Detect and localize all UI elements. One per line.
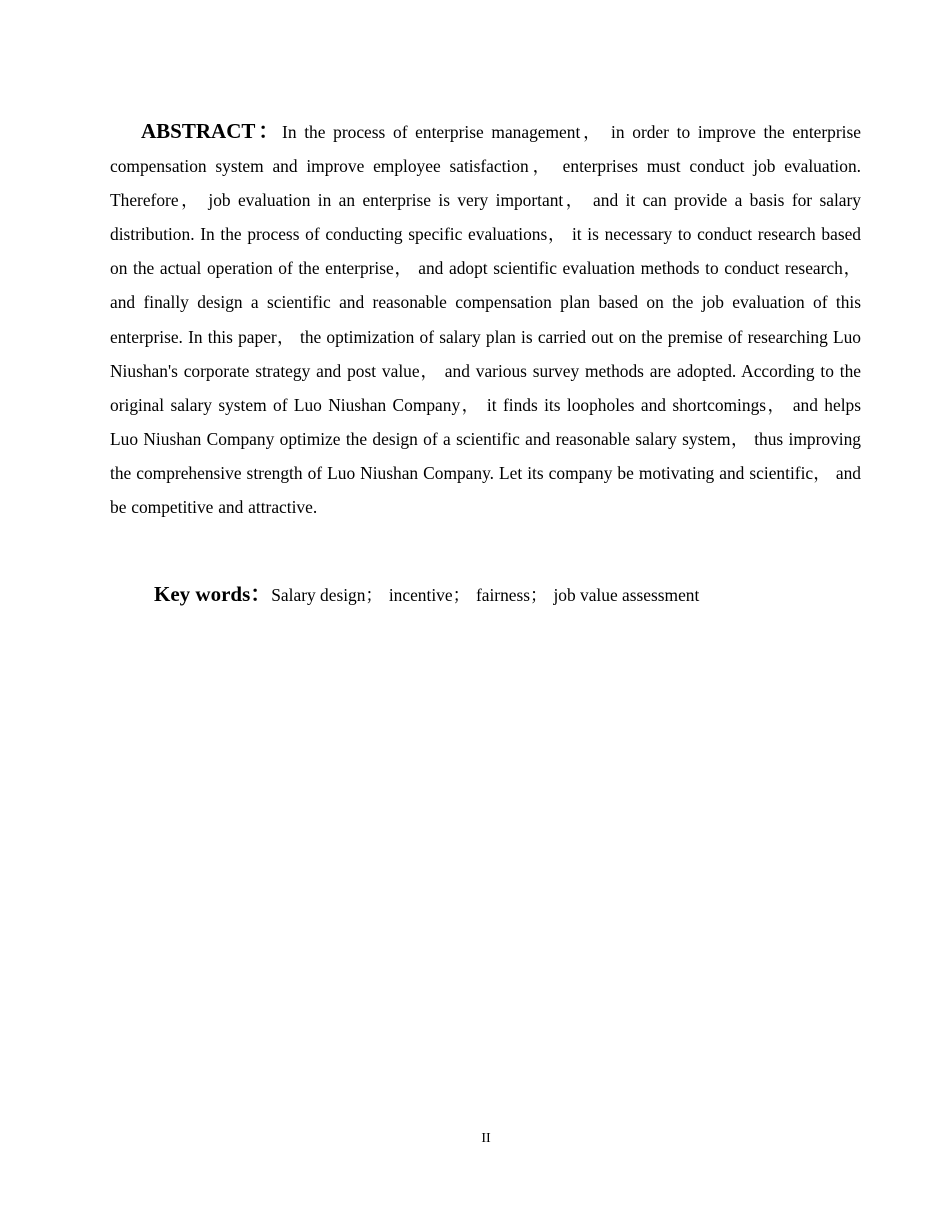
keyword-item: fairness； [475,585,548,605]
page-number: II [481,1131,491,1146]
keyword-item: Salary design； [271,585,383,605]
keyword-item: job value assessment [553,585,700,605]
abstract-text: In the process of enterprise management， in order to improve the enterprise compensation system and improve employee satisfaction， enterprises must conduct job evaluation. Therefore， job evaluation in an enterprise is very important， and it can provide a basis for salary distribution. In the process of conducting specific evaluations， it is necessary to conduct research based on the actual operation of the enterprise， and adopt scientific evaluation methods to conduct research， and finally design a scientific and reasonable compensation plan based on the job evaluation of this enterprise. In this paper， the optimization of salary plan is carried out on the premise of researching Luo Niushan's corporate strategy and post value， and various survey methods are adopted. According to the original salary system of Luo Niushan Company， it finds its loopholes and shortcomings， and helps Luo Niushan Company optimize the design of a scientific and reasonable salary system， thus improving the comprehensive strength of Luo Niushan Company. Let its company be motivating and scientific， and be competitive and attractive. [110,122,861,518]
keyword-item: incentive； [388,585,470,605]
abstract-paragraph [110,114,861,524]
keywords-line [154,577,699,612]
abstract-label: ABSTRACT： [141,119,283,143]
keywords-label: Key words： [154,582,272,606]
